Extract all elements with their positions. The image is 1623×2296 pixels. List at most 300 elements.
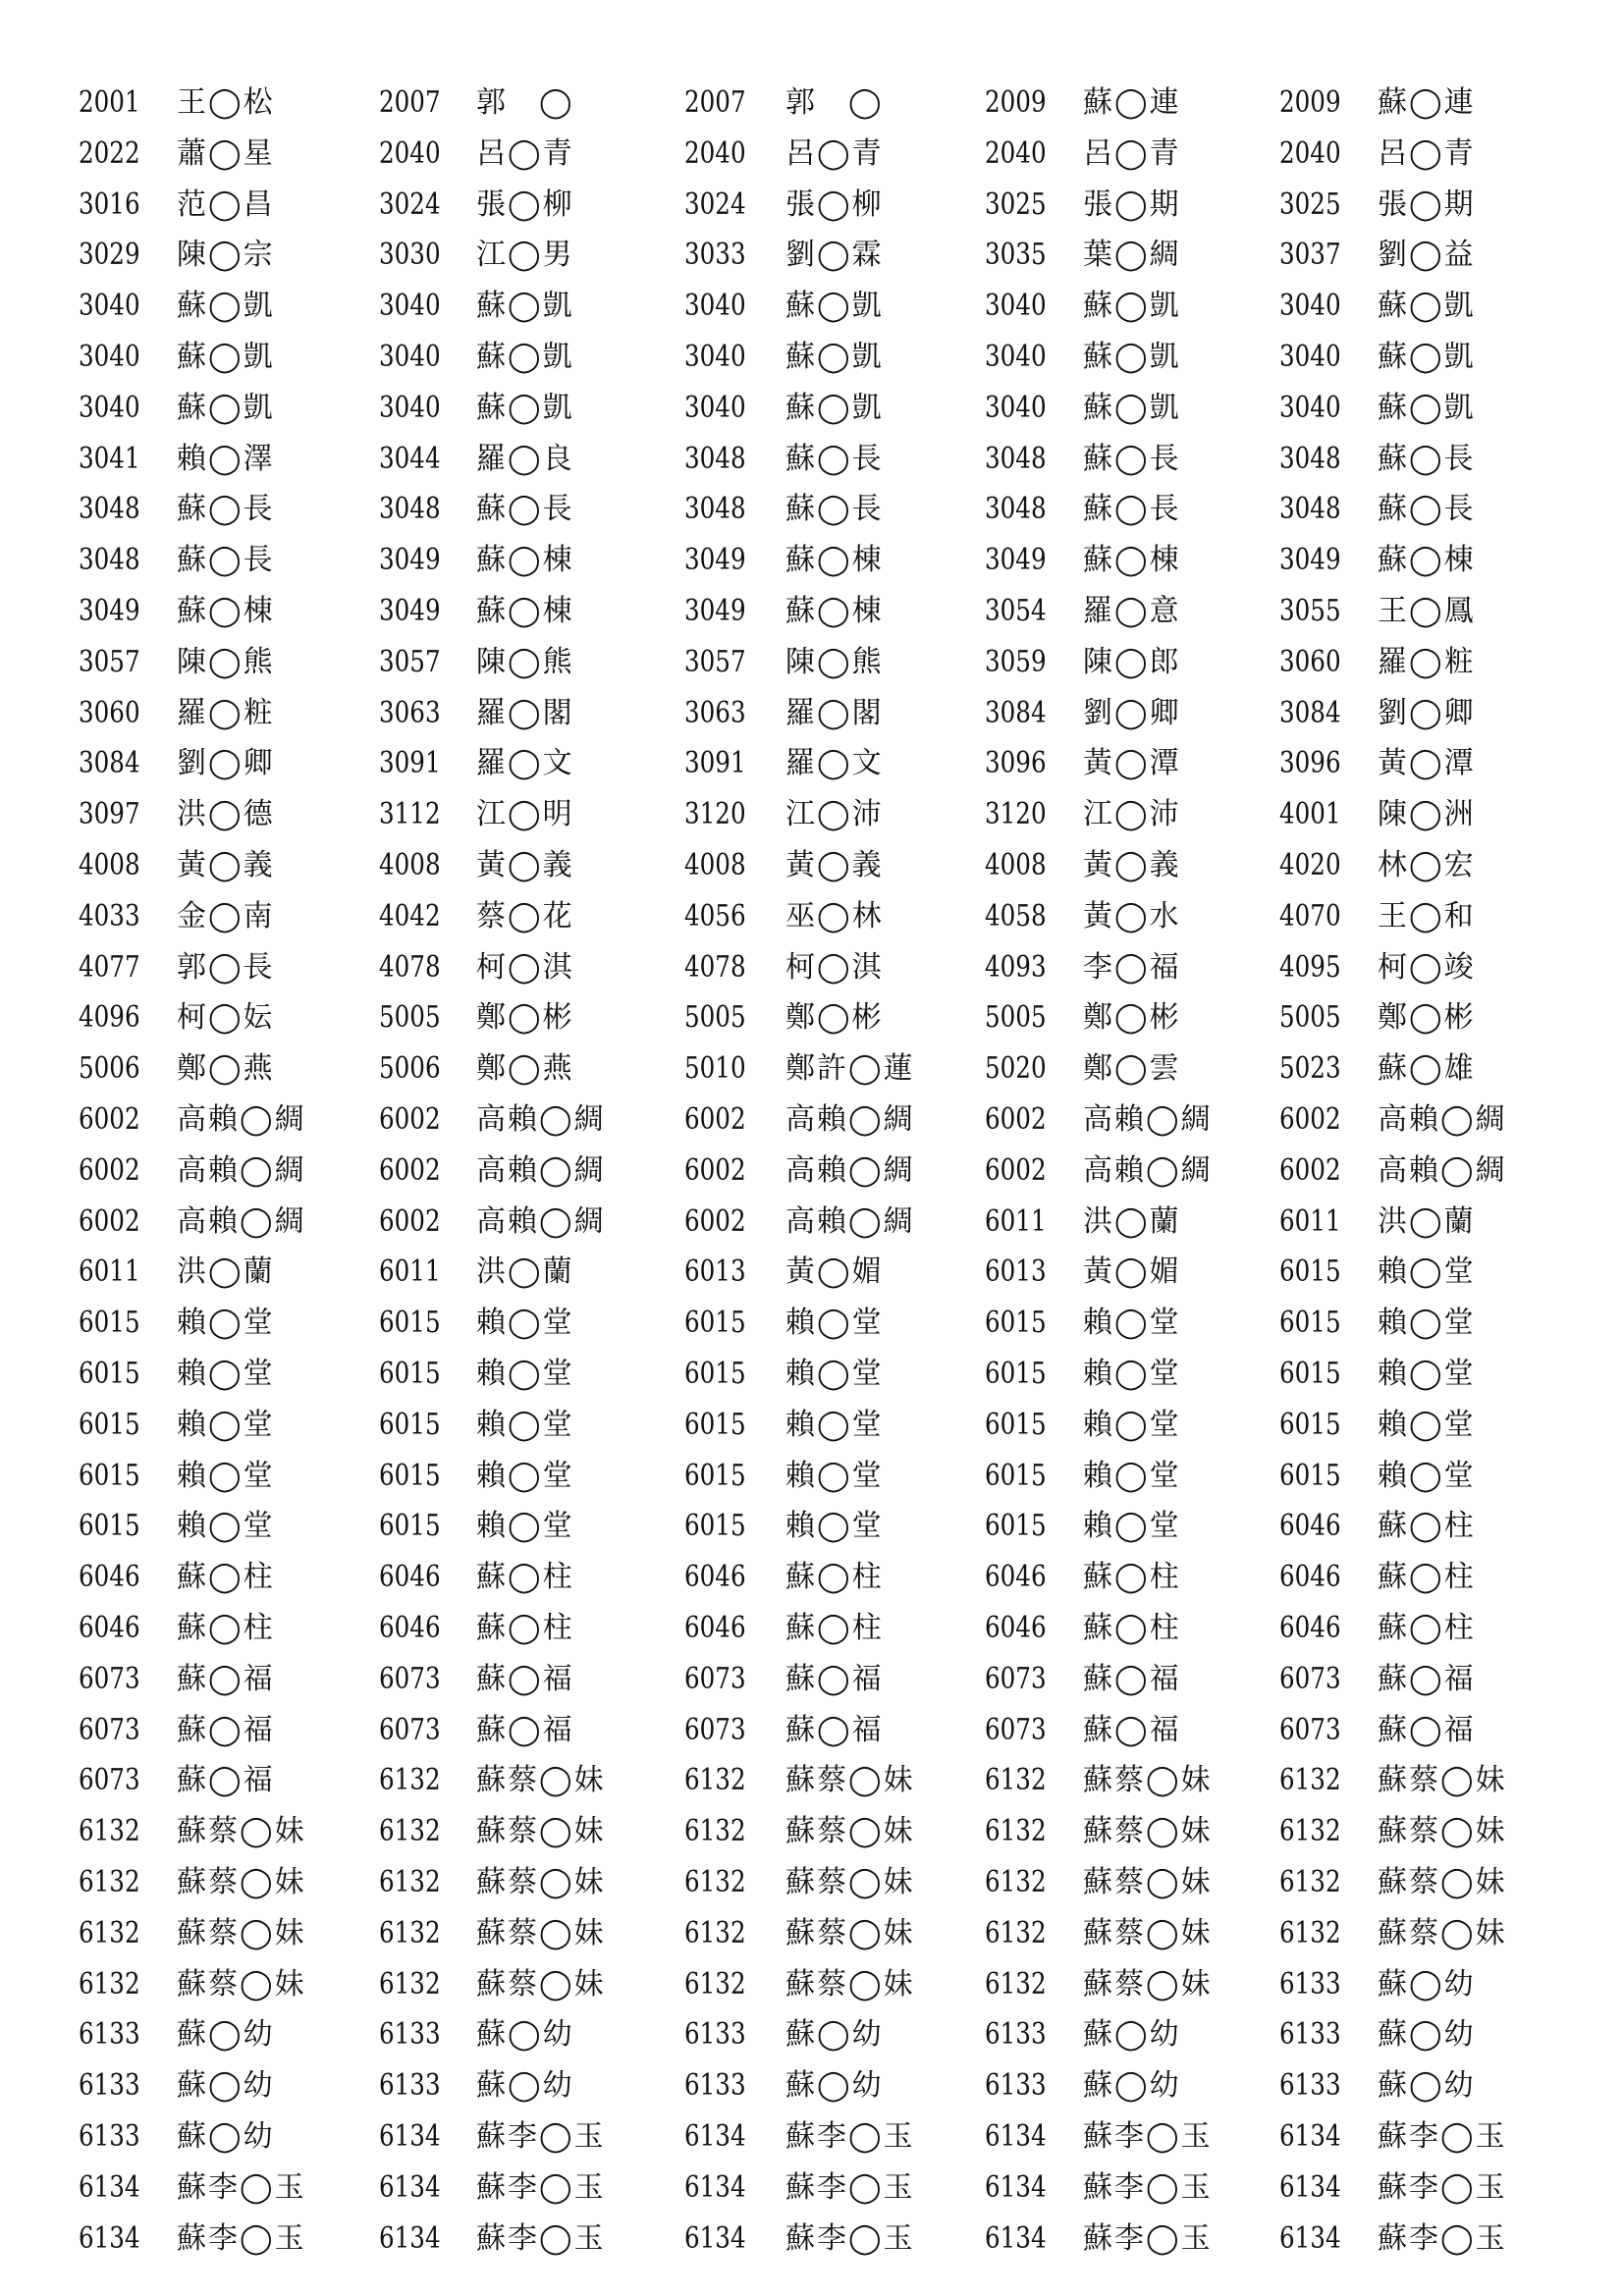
entry-name: 蘇◯長 xyxy=(476,492,574,527)
entry-code: 6132 xyxy=(79,1814,140,1849)
list-row xyxy=(0,1711,1623,1750)
entry-name: 蘇◯幼 xyxy=(476,2017,574,2053)
entry-name: 蘇蔡◯妹 xyxy=(1378,1865,1507,1899)
entry-name: 賴◯堂 xyxy=(177,1407,275,1442)
entry-code: 2001 xyxy=(79,85,140,120)
entry-name: 蘇蔡◯妹 xyxy=(1083,1915,1213,1950)
entry-name: 蕭◯星 xyxy=(177,135,275,171)
entry-code: 2007 xyxy=(684,85,746,120)
list-row xyxy=(0,134,1623,174)
entry-name: 鄭◯彬 xyxy=(1083,1000,1181,1036)
entry-code: 4008 xyxy=(985,848,1047,882)
entry-code: 6133 xyxy=(379,2068,441,2104)
entry-code: 3024 xyxy=(379,187,441,222)
entry-code: 6046 xyxy=(1279,1560,1341,1595)
entry-code: 6046 xyxy=(985,1611,1047,1645)
list-row xyxy=(0,1151,1623,1191)
entry-code: 6073 xyxy=(79,1763,140,1798)
entry-code: 3040 xyxy=(1279,340,1341,374)
entry-code: 6046 xyxy=(79,1560,140,1595)
list-row xyxy=(0,1863,1623,1902)
entry-code: 6073 xyxy=(1279,1712,1341,1747)
entry-code: 3055 xyxy=(1279,594,1341,628)
entry-code: 3054 xyxy=(985,594,1047,628)
entry-code: 6015 xyxy=(379,1357,441,1391)
entry-name: 蘇蔡◯妹 xyxy=(785,1915,915,1950)
entry-code: 4058 xyxy=(985,898,1047,934)
entry-code: 6073 xyxy=(79,1712,140,1747)
entry-code: 6002 xyxy=(684,1102,746,1137)
entry-code: 6015 xyxy=(1279,1255,1341,1290)
entry-code: 6073 xyxy=(1279,1661,1341,1696)
entry-code: 6133 xyxy=(985,2017,1047,2053)
entry-name: 蘇蔡◯妹 xyxy=(1378,1763,1507,1798)
entry-code: 6046 xyxy=(379,1611,441,1645)
entry-code: 6015 xyxy=(1279,1357,1341,1391)
entry-code: 6015 xyxy=(79,1306,140,1341)
entry-name: 蘇李◯玉 xyxy=(785,2119,915,2154)
entry-code: 6015 xyxy=(79,1407,140,1442)
entry-name: 蘇蔡◯妹 xyxy=(177,1966,306,2002)
entry-code: 3120 xyxy=(684,797,746,832)
entry-name: 蘇蔡◯妹 xyxy=(1083,1865,1213,1899)
entry-code: 6002 xyxy=(79,1102,140,1137)
entry-name: 蘇◯福 xyxy=(177,1763,275,1798)
entry-name: 蘇◯長 xyxy=(785,492,884,527)
entry-code: 4042 xyxy=(379,898,441,934)
entry-name: 劉◯益 xyxy=(1378,238,1476,273)
list-row xyxy=(0,389,1623,428)
entry-code: 3030 xyxy=(379,238,441,273)
entry-name: 陳◯郎 xyxy=(1083,644,1181,679)
entry-name: 蘇李◯玉 xyxy=(1083,2169,1213,2205)
entry-name: 蘇蔡◯妹 xyxy=(476,1763,606,1798)
entry-code: 3049 xyxy=(684,543,746,578)
entry-code: 6134 xyxy=(985,2220,1047,2256)
entry-code: 6002 xyxy=(379,1102,441,1137)
entry-name: 蘇李◯玉 xyxy=(1378,2169,1507,2205)
entry-name: 鄭◯彬 xyxy=(476,1000,574,1036)
entry-code: 6002 xyxy=(684,1203,746,1239)
entry-code: 6015 xyxy=(1279,1306,1341,1341)
entry-code: 2009 xyxy=(1279,85,1341,120)
entry-code: 5005 xyxy=(684,1000,746,1036)
entry-name: 張◯期 xyxy=(1083,187,1181,222)
entry-name: 蘇◯凱 xyxy=(785,289,884,324)
entry-name: 洪◯蘭 xyxy=(1083,1203,1181,1239)
entry-code: 6046 xyxy=(684,1611,746,1645)
entry-code: 6002 xyxy=(79,1152,140,1188)
entry-code: 6133 xyxy=(985,2068,1047,2104)
entry-code: 6133 xyxy=(379,2017,441,2053)
entry-name: 賴◯堂 xyxy=(1083,1509,1181,1544)
list-row xyxy=(0,592,1623,631)
entry-name: 蘇蔡◯妹 xyxy=(1378,1814,1507,1849)
entry-code: 6134 xyxy=(684,2119,746,2154)
list-row xyxy=(0,1812,1623,1851)
entry-name: 羅◯意 xyxy=(1083,594,1181,628)
entry-code: 6015 xyxy=(985,1509,1047,1544)
entry-name: 王◯松 xyxy=(177,85,275,120)
entry-name: 蔡◯花 xyxy=(476,898,574,934)
entry-code: 2009 xyxy=(985,85,1047,120)
entry-code: 3049 xyxy=(79,594,140,628)
entry-code: 3040 xyxy=(684,289,746,324)
entry-code: 6015 xyxy=(79,1357,140,1391)
entry-code: 3096 xyxy=(1279,746,1341,781)
list-row xyxy=(0,1761,1623,1800)
list-row xyxy=(0,186,1623,225)
entry-name: 呂◯青 xyxy=(785,135,884,171)
entry-code: 6132 xyxy=(379,1966,441,2002)
entry-code: 6133 xyxy=(79,2068,140,2104)
list-row xyxy=(0,1406,1623,1445)
entry-code: 3041 xyxy=(79,441,140,476)
entry-code: 3049 xyxy=(684,594,746,628)
entry-code: 3048 xyxy=(684,441,746,476)
entry-code: 4056 xyxy=(684,898,746,934)
entry-code: 6132 xyxy=(684,1763,746,1798)
entry-code: 6134 xyxy=(1279,2169,1341,2205)
entry-code: 3084 xyxy=(985,695,1047,730)
entry-code: 6132 xyxy=(379,1915,441,1950)
entry-code: 3025 xyxy=(985,187,1047,222)
entry-name: 蘇◯凱 xyxy=(1083,390,1181,425)
entry-code: 4001 xyxy=(1279,797,1341,832)
entry-code: 6134 xyxy=(79,2220,140,2256)
entry-code: 6015 xyxy=(1279,1458,1341,1493)
entry-name: 蘇◯福 xyxy=(1378,1712,1476,1747)
entry-name: 張◯柳 xyxy=(476,187,574,222)
entry-code: 3048 xyxy=(684,492,746,527)
list-row xyxy=(0,236,1623,275)
entry-code: 6046 xyxy=(1279,1611,1341,1645)
list-row xyxy=(0,1253,1623,1292)
entry-code: 3060 xyxy=(79,695,140,730)
entry-code: 2040 xyxy=(684,135,746,171)
entry-name: 高賴◯綢 xyxy=(785,1203,915,1239)
entry-name: 柯◯竣 xyxy=(1378,949,1476,985)
entry-name: 賴◯澤 xyxy=(177,441,275,476)
entry-code: 6073 xyxy=(684,1661,746,1696)
entry-code: 5005 xyxy=(379,1000,441,1036)
entry-name: 黃◯水 xyxy=(1083,898,1181,934)
entry-name: 呂◯青 xyxy=(476,135,574,171)
entry-name: 黃◯潭 xyxy=(1083,746,1181,781)
entry-name: 蘇◯棟 xyxy=(785,543,884,578)
entry-name: 蘇◯凱 xyxy=(177,289,275,324)
entry-code: 3040 xyxy=(684,390,746,425)
entry-name: 蘇◯凱 xyxy=(1378,390,1476,425)
entry-name: 賴◯堂 xyxy=(177,1357,275,1391)
list-row xyxy=(0,1202,1623,1242)
entry-code: 3037 xyxy=(1279,238,1341,273)
entry-code: 6002 xyxy=(79,1203,140,1239)
entry-name: 蘇◯棟 xyxy=(1378,543,1476,578)
entry-code: 4008 xyxy=(79,848,140,882)
entry-name: 蘇蔡◯妹 xyxy=(785,1865,915,1899)
entry-name: 賴◯堂 xyxy=(476,1306,574,1341)
entry-code: 6073 xyxy=(985,1712,1047,1747)
entry-name: 蘇◯凱 xyxy=(476,289,574,324)
entry-name: 蘇◯柱 xyxy=(1378,1509,1476,1544)
entry-name: 蘇◯柱 xyxy=(177,1611,275,1645)
entry-name: 蘇◯凱 xyxy=(1083,340,1181,374)
entry-name: 洪◯蘭 xyxy=(476,1255,574,1290)
entry-name: 江◯男 xyxy=(476,238,574,273)
entry-code: 3049 xyxy=(379,543,441,578)
entry-code: 6132 xyxy=(1279,1915,1341,1950)
list-row xyxy=(0,1965,1623,2004)
entry-name: 蘇◯柱 xyxy=(1378,1560,1476,1595)
entry-code: 6015 xyxy=(79,1509,140,1544)
entry-code: 6011 xyxy=(1279,1203,1341,1239)
entry-name: 賴◯堂 xyxy=(1378,1357,1476,1391)
entry-name: 蘇◯福 xyxy=(177,1661,275,1696)
entry-code: 4096 xyxy=(79,1000,140,1036)
entry-name: 范◯昌 xyxy=(177,187,275,222)
entry-code: 6132 xyxy=(1279,1865,1341,1899)
entry-name: 賴◯堂 xyxy=(476,1509,574,1544)
entry-code: 6015 xyxy=(379,1306,441,1341)
entry-name: 羅◯粧 xyxy=(1378,644,1476,679)
entry-code: 5005 xyxy=(1279,1000,1341,1036)
entry-code: 6015 xyxy=(1279,1407,1341,1442)
entry-code: 6132 xyxy=(379,1865,441,1899)
entry-code: 3049 xyxy=(1279,543,1341,578)
entry-code: 6002 xyxy=(985,1152,1047,1188)
entry-name: 蘇李◯玉 xyxy=(177,2220,306,2256)
entry-code: 3049 xyxy=(379,594,441,628)
entry-name: 鄭◯彬 xyxy=(785,1000,884,1036)
entry-code: 4020 xyxy=(1279,848,1341,882)
entry-name: 蘇◯幼 xyxy=(177,2119,275,2154)
entry-name: 張◯柳 xyxy=(785,187,884,222)
entry-code: 6002 xyxy=(684,1152,746,1188)
entry-name: 洪◯蘭 xyxy=(177,1255,275,1290)
entry-name: 蘇◯長 xyxy=(1083,441,1181,476)
entry-name: 蘇◯連 xyxy=(1083,85,1181,120)
entry-code: 4033 xyxy=(79,898,140,934)
entry-name: 賴◯堂 xyxy=(476,1407,574,1442)
entry-code: 5010 xyxy=(684,1051,746,1087)
entry-code: 6134 xyxy=(379,2220,441,2256)
entry-name: 蘇◯福 xyxy=(476,1661,574,1696)
entry-name: 劉◯霖 xyxy=(785,238,884,273)
entry-name: 蘇◯柱 xyxy=(1083,1560,1181,1595)
entry-name: 高賴◯綢 xyxy=(177,1152,306,1188)
entry-name: 蘇◯柱 xyxy=(476,1560,574,1595)
entry-code: 6134 xyxy=(79,2169,140,2205)
entry-name: 蘇◯幼 xyxy=(1378,2017,1476,2053)
entry-name: 蘇◯棟 xyxy=(476,594,574,628)
entry-code: 3091 xyxy=(379,746,441,781)
list-row xyxy=(0,1507,1623,1546)
entry-name: 呂◯青 xyxy=(1083,135,1181,171)
entry-code: 2007 xyxy=(379,85,441,120)
entry-name: 蘇蔡◯妹 xyxy=(476,1915,606,1950)
entry-code: 6073 xyxy=(79,1661,140,1696)
entry-code: 3120 xyxy=(985,797,1047,832)
list-row xyxy=(0,338,1623,377)
entry-name: 蘇◯凱 xyxy=(476,390,574,425)
entry-name: 蘇◯福 xyxy=(476,1712,574,1747)
entry-code: 6132 xyxy=(379,1763,441,1798)
entry-code: 3040 xyxy=(379,289,441,324)
entry-name: 蘇◯福 xyxy=(1083,1712,1181,1747)
entry-name: 蘇李◯玉 xyxy=(476,2220,606,2256)
entry-name: 蘇◯長 xyxy=(1083,492,1181,527)
entry-code: 3040 xyxy=(379,340,441,374)
entry-code: 6133 xyxy=(79,2017,140,2053)
entry-code: 3024 xyxy=(684,187,746,222)
entry-name: 高賴◯綢 xyxy=(1083,1102,1213,1137)
entry-name: 蘇◯長 xyxy=(177,492,275,527)
list-row xyxy=(0,2015,1623,2055)
entry-name: 蘇李◯玉 xyxy=(476,2169,606,2205)
entry-name: 郭◯長 xyxy=(177,949,275,985)
list-row xyxy=(0,2168,1623,2208)
entry-name: 賴◯堂 xyxy=(1378,1255,1476,1290)
list-row xyxy=(0,1304,1623,1343)
entry-name: 鄭許◯蓮 xyxy=(785,1051,915,1087)
entry-name: 蘇◯凱 xyxy=(1378,340,1476,374)
entry-code: 3048 xyxy=(379,492,441,527)
entry-name: 陳◯洲 xyxy=(1378,797,1476,832)
entry-code: 2040 xyxy=(379,135,441,171)
entry-name: 羅◯文 xyxy=(476,746,574,781)
entry-code: 6134 xyxy=(985,2119,1047,2154)
entry-name: 賴◯堂 xyxy=(1083,1357,1181,1391)
entry-name: 蘇蔡◯妹 xyxy=(177,1915,306,1950)
entry-name: 蘇◯柱 xyxy=(1083,1611,1181,1645)
list-row xyxy=(0,744,1623,783)
entry-name: 蘇◯連 xyxy=(1378,85,1476,120)
entry-name: 柯◯淇 xyxy=(476,949,574,985)
entry-code: 6133 xyxy=(1279,2017,1341,2053)
entry-code: 6046 xyxy=(1279,1509,1341,1544)
entry-code: 6015 xyxy=(985,1407,1047,1442)
entry-code: 3084 xyxy=(1279,695,1341,730)
list-row xyxy=(0,694,1623,733)
entry-code: 5005 xyxy=(985,1000,1047,1036)
entry-name: 蘇李◯玉 xyxy=(1083,2119,1213,2154)
entry-name: 高賴◯綢 xyxy=(1378,1102,1507,1137)
list-row xyxy=(0,1355,1623,1394)
entry-code: 6132 xyxy=(985,1966,1047,2002)
list-row xyxy=(0,795,1623,834)
entry-code: 6073 xyxy=(684,1712,746,1747)
entry-code: 6132 xyxy=(1279,1763,1341,1798)
entry-name: 賴◯堂 xyxy=(1083,1458,1181,1493)
entry-name: 陳◯宗 xyxy=(177,238,275,273)
list-row xyxy=(0,490,1623,529)
entry-name: 蘇蔡◯妹 xyxy=(177,1865,306,1899)
entry-name: 鄭◯彬 xyxy=(1378,1000,1476,1036)
entry-name: 陳◯熊 xyxy=(785,644,884,679)
entry-name: 蘇◯柱 xyxy=(476,1611,574,1645)
entry-name: 蘇◯幼 xyxy=(785,2017,884,2053)
entry-code: 6046 xyxy=(379,1560,441,1595)
entry-code: 3057 xyxy=(684,644,746,679)
entry-name: 高賴◯綢 xyxy=(177,1203,306,1239)
entry-code: 6132 xyxy=(1279,1814,1341,1849)
entry-code: 6015 xyxy=(684,1407,746,1442)
entry-name: 蘇蔡◯妹 xyxy=(1378,1915,1507,1950)
entry-code: 5023 xyxy=(1279,1051,1341,1087)
entry-name: 黃◯媚 xyxy=(785,1255,884,1290)
entry-name: 蘇◯幼 xyxy=(177,2068,275,2104)
entry-name: 蘇◯福 xyxy=(1083,1661,1181,1696)
list-row xyxy=(0,1100,1623,1140)
entry-code: 2040 xyxy=(1279,135,1341,171)
entry-code: 6046 xyxy=(985,1560,1047,1595)
entry-code: 6134 xyxy=(985,2169,1047,2205)
entry-name: 黃◯義 xyxy=(1083,848,1181,882)
entry-name: 蘇◯福 xyxy=(1378,1661,1476,1696)
entry-code: 3063 xyxy=(379,695,441,730)
entry-name: 賴◯堂 xyxy=(785,1509,884,1544)
entry-name: 黃◯義 xyxy=(476,848,574,882)
list-row xyxy=(0,287,1623,326)
entry-name: 蘇◯幼 xyxy=(1378,1966,1476,2002)
entry-code: 5020 xyxy=(985,1051,1047,1087)
entry-code: 3040 xyxy=(985,289,1047,324)
entry-name: 柯◯妘 xyxy=(177,1000,275,1036)
entry-name: 葉◯綢 xyxy=(1083,238,1181,273)
entry-name: 賴◯堂 xyxy=(1378,1407,1476,1442)
entry-name: 賴◯堂 xyxy=(1083,1407,1181,1442)
entry-code: 3040 xyxy=(79,340,140,374)
entry-name: 高賴◯綢 xyxy=(476,1203,606,1239)
entry-code: 6132 xyxy=(684,1966,746,2002)
entry-code: 6015 xyxy=(684,1306,746,1341)
entry-code: 6132 xyxy=(985,1865,1047,1899)
entry-code: 3040 xyxy=(985,340,1047,374)
entry-name: 羅◯文 xyxy=(785,746,884,781)
entry-name: 蘇蔡◯妹 xyxy=(785,1966,915,2002)
entry-name: 蘇◯幼 xyxy=(785,2068,884,2104)
entry-name: 洪◯蘭 xyxy=(1378,1203,1476,1239)
entry-name: 羅◯良 xyxy=(476,441,574,476)
entry-name: 賴◯堂 xyxy=(785,1458,884,1493)
entry-name: 李◯福 xyxy=(1083,949,1181,985)
list-row xyxy=(0,1660,1623,1699)
entry-name: 蘇◯棟 xyxy=(1083,543,1181,578)
entry-code: 3025 xyxy=(1279,187,1341,222)
entry-code: 6134 xyxy=(1279,2220,1341,2256)
list-row xyxy=(0,897,1623,936)
entry-code: 6002 xyxy=(379,1152,441,1188)
entry-code: 3040 xyxy=(79,289,140,324)
entry-code: 5006 xyxy=(379,1051,441,1087)
entry-code: 3040 xyxy=(985,390,1047,425)
entry-name: 黃◯潭 xyxy=(1378,746,1476,781)
entry-name: 蘇李◯玉 xyxy=(785,2169,915,2205)
entry-name: 蘇◯福 xyxy=(785,1661,884,1696)
entry-name: 蘇◯柱 xyxy=(1378,1611,1476,1645)
entry-name: 蘇◯棟 xyxy=(476,543,574,578)
entry-name: 蘇◯凱 xyxy=(785,390,884,425)
entry-name: 江◯沛 xyxy=(1083,797,1181,832)
entry-code: 6073 xyxy=(985,1661,1047,1696)
entry-name: 蘇◯長 xyxy=(177,543,275,578)
entry-code: 6133 xyxy=(79,2119,140,2154)
list-row xyxy=(0,1558,1623,1597)
entry-name: 蘇◯棟 xyxy=(177,594,275,628)
entry-name: 蘇蔡◯妹 xyxy=(785,1814,915,1849)
entry-name: 劉◯卿 xyxy=(1083,695,1181,730)
